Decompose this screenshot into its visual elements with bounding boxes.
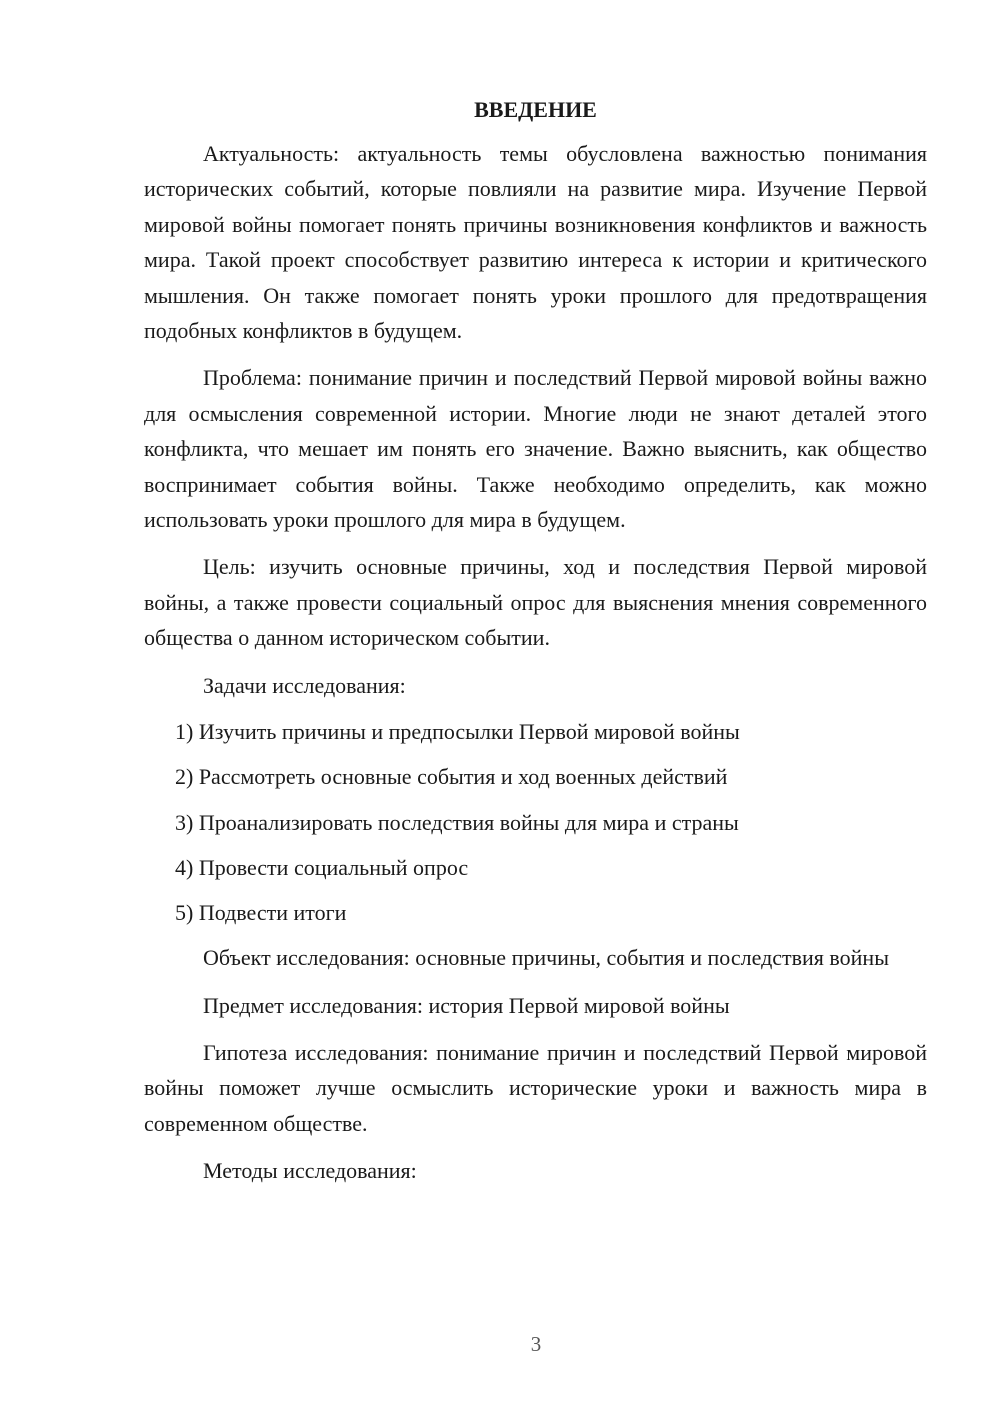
task-list (144, 714, 927, 930)
relevance-paragraph: Актуальность: актуальность темы обусловлена важностью понимания исторических событий, которые повлияли на развитие мира. Изучение Первой мировой войны помогает понять причины возникновения конфликтов и важность мира. Такой проект способствует развитию интереса к истории и критического мышления. Он также помогает понять уроки прошлого для предотвращения подобных конфликтов в будущем. (144, 141, 927, 344)
subject-paragraph: Предмет исследования: история Первой мировой войны (203, 992, 730, 1018)
tasks-label: Задачи исследования: (203, 672, 406, 698)
goal-paragraph: Цель: изучить основные причины, ход и последствия Первой мировой войны, а также провести социальный опрос для выяснения мнения современного общества о данном историческом событии. (144, 554, 927, 651)
task-item: 1) Изучить причины и предпосылки Первой мировой войны (175, 719, 740, 745)
methods-label: Методы исследования: (203, 1158, 417, 1184)
task-item: 4) Провести социальный опрос (175, 854, 469, 880)
task-item: 5) Подвести итоги (175, 899, 347, 925)
task-item: 3) Проанализировать последствия войны для мира и страны (175, 809, 739, 835)
hypothesis-paragraph: Гипотеза исследования: понимание причин и последствий Первой мировой войны поможет лучше осмыслить исторические уроки и важность мира в современном обществе. (144, 1039, 927, 1136)
section-title: ВВЕДЕНИЕ (474, 97, 597, 122)
problem-paragraph: Проблема: понимание причин и последствий Первой мировой войны важно для осмысления современной истории. Многие люди не знают деталей этого конфликта, что мешает им понять его значение. Важно выяснить, как общество воспринимает события войны. Также необходимо определить, как можно использовать уроки прошлого для мира в будущем. (144, 365, 927, 533)
page-number: 3 (530, 1332, 542, 1356)
object-paragraph: Объект исследования: основные причины, события и последствия войны (203, 945, 889, 971)
page-content (144, 94, 927, 1201)
task-item: 2) Рассмотреть основные события и ход военных действий (175, 764, 728, 790)
